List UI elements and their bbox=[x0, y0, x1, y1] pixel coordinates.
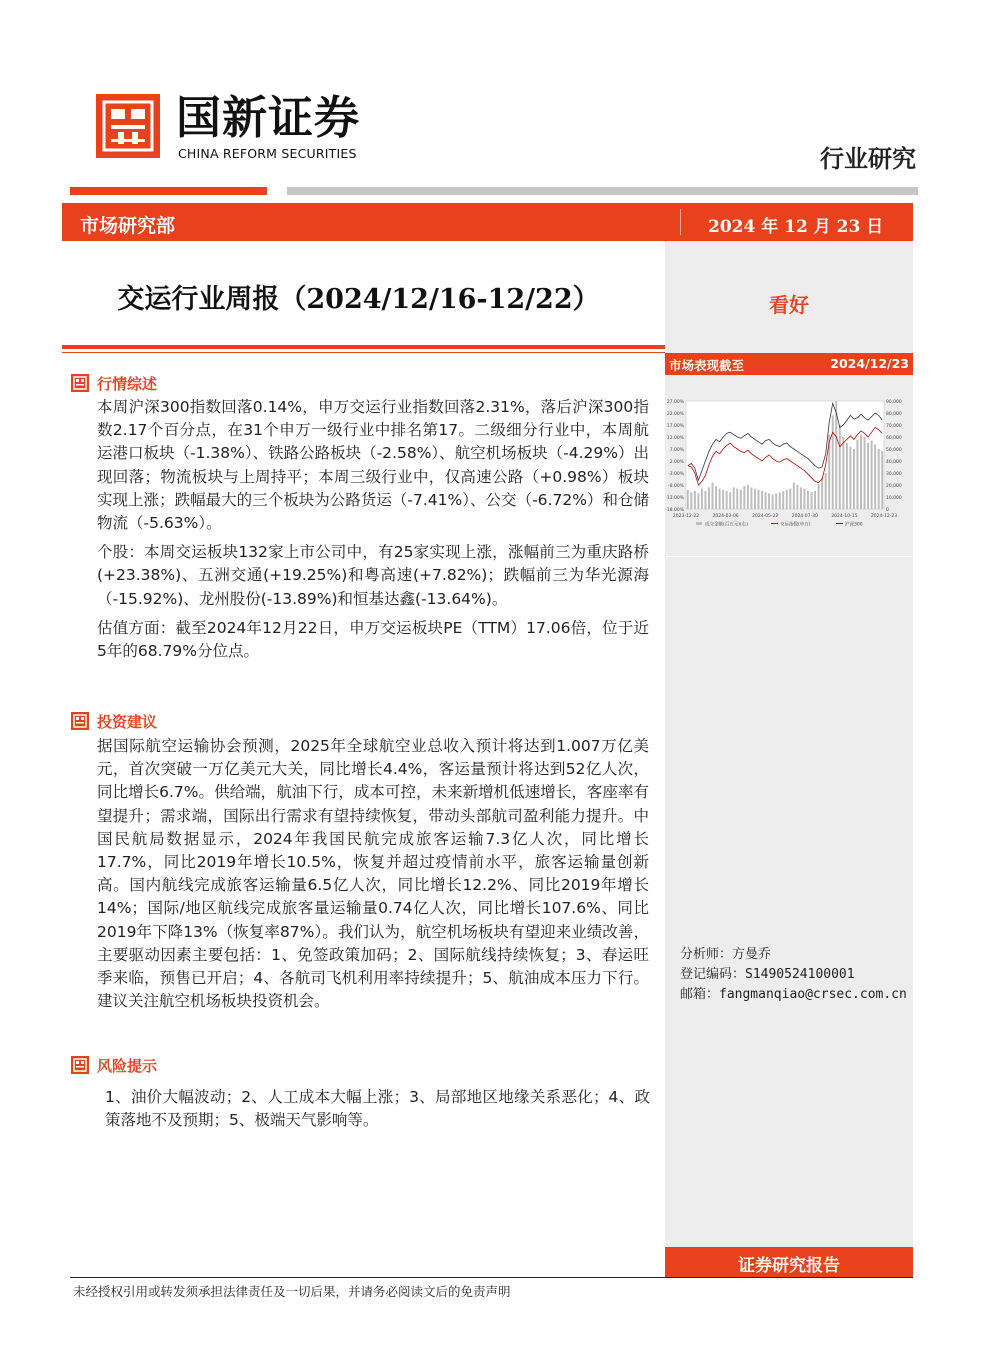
volume-bar bbox=[864, 437, 866, 509]
volume-bar bbox=[867, 443, 869, 509]
section-bullet-icon bbox=[71, 712, 89, 730]
volume-bar bbox=[754, 489, 756, 509]
volume-bar bbox=[811, 492, 813, 509]
analyst-reg-code: 登记编码：S1490524100001 bbox=[680, 967, 855, 982]
risk-text bbox=[105, 1086, 650, 1132]
volume-bar bbox=[708, 487, 710, 509]
volume-bar bbox=[782, 491, 784, 509]
volume-bar bbox=[825, 473, 827, 509]
brand-name-en: CHINA REFORM SECURITIES bbox=[178, 146, 357, 161]
y-right-tick-label: 20,000 bbox=[886, 484, 902, 489]
market-label: 市场表现截至 bbox=[669, 358, 745, 373]
volume-bar bbox=[874, 444, 876, 509]
footer-rule bbox=[70, 1277, 913, 1278]
investment-heading: 投资建议 bbox=[97, 713, 158, 731]
y-right-tick-label: 80,000 bbox=[886, 412, 902, 417]
report-title: 交运行业周报（2024/12/16-12/22） bbox=[117, 284, 600, 315]
investment-text bbox=[97, 735, 649, 1013]
volume-bar bbox=[690, 492, 692, 509]
band-divider bbox=[680, 209, 681, 235]
volume-bar bbox=[772, 495, 774, 509]
volume-bar bbox=[743, 486, 745, 509]
volume-bar bbox=[694, 491, 696, 509]
investment-p1: 据国际航空运输协会预测，2025年全球航空业总收入预计将达到1.007万亿美元，首次突破一万亿美元大关，同比增长4.4%，客运量预计将达到52亿人次，同比增长6.7%。供给端，航油下行，成本可控，未来新增机低速增长，客座率有望提升；需求端，国际出行需求有望持续恢复，带动头部航司盈利能力提升。中国民航局数据显示，2024年我国民航完成旅客运输7.3亿人次，同比增长17.7%，同比2019年增长10.5%，恢复并超过疫情前水平，旅客运输量创新高。国内航线完成旅客运输量6.5亿人次，同比增长12.2%、同比2019年增长14%；国际/地区航线完成旅客量运输量0.74亿人次，同比增长107.6%、同比2019年下降13%（恢复率87%）。我们认为，航空机场板块有望迎来业绩改善，主要驱动因素主要包括：1、免签政策加码；2、国际航线持续恢复；3、春运旺季来临，预售已开启；4、各航司飞机利用率持续提升；5、航油成本压力下行。建议关注航空机场板块投资机会。 bbox=[97, 737, 649, 1011]
brand-name-cn: 国新证券 bbox=[176, 91, 361, 144]
volume-bar bbox=[796, 485, 798, 509]
volume-bar bbox=[800, 487, 802, 509]
y-right-tick-label: 40,000 bbox=[886, 460, 902, 465]
y-left-tick-label: 2.00% bbox=[669, 460, 684, 465]
market-chart-svg bbox=[666, 391, 912, 535]
volume-bar bbox=[758, 490, 760, 509]
y-right-tick-label: 90,000 bbox=[886, 400, 902, 405]
y-right-tick-label: 50,000 bbox=[886, 448, 902, 453]
volume-bar bbox=[853, 449, 855, 509]
y-right-tick-label: 70,000 bbox=[886, 424, 902, 429]
analyst-email: 邮箱：fangmanqiao@crsec.com.cn bbox=[680, 987, 907, 1002]
risk-heading: 风险提示 bbox=[97, 1057, 158, 1075]
y-left-tick-label: 17.00% bbox=[666, 424, 684, 429]
volume-bar bbox=[803, 489, 805, 509]
volume-bar bbox=[729, 492, 731, 509]
legend-swatch bbox=[696, 522, 702, 525]
volume-bar bbox=[786, 490, 788, 509]
volume-bar bbox=[849, 447, 851, 509]
volume-bar bbox=[747, 485, 749, 509]
section-bullet-icon bbox=[71, 374, 89, 392]
market-review-text bbox=[97, 396, 649, 663]
volume-bar bbox=[839, 425, 841, 509]
volume-bar bbox=[878, 449, 880, 509]
volume-bar bbox=[842, 437, 844, 509]
y-left-tick-label: -3.00% bbox=[668, 472, 684, 477]
volume-bar bbox=[857, 439, 859, 509]
y-left-tick-label: -13.00% bbox=[666, 496, 684, 501]
y-left-tick-label: 27.00% bbox=[666, 400, 684, 405]
volume-bar bbox=[719, 489, 721, 509]
volume-bar bbox=[821, 478, 823, 509]
legend-label: 成交金额(百万元)(右) bbox=[705, 522, 749, 528]
volume-bar bbox=[722, 490, 724, 509]
logo-mark-icon bbox=[96, 94, 160, 158]
volume-bar bbox=[733, 487, 735, 509]
header-accent-bar bbox=[70, 187, 267, 195]
y-left-tick-label: 12.00% bbox=[666, 436, 684, 441]
volume-bar bbox=[750, 487, 752, 509]
y-right-tick-label: 60,000 bbox=[886, 436, 902, 441]
x-tick-label: 2023-12-22 bbox=[672, 514, 700, 519]
y-right-tick-label: 0 bbox=[886, 508, 889, 513]
market-review-heading: 行情综述 bbox=[97, 375, 158, 393]
volume-bar bbox=[871, 441, 873, 509]
sidebar-divider bbox=[666, 556, 912, 557]
department-label: 市场研究部 bbox=[80, 215, 176, 237]
volume-bar bbox=[814, 491, 816, 509]
volume-bar bbox=[789, 489, 791, 509]
volume-bar bbox=[765, 492, 767, 509]
y-left-tick-label: -8.00% bbox=[668, 484, 684, 489]
volume-bar bbox=[818, 484, 820, 509]
report-date: 2024 年 12 月 23 日 bbox=[708, 217, 884, 237]
title-rule-thin bbox=[62, 352, 665, 353]
volume-bar bbox=[715, 486, 717, 509]
volume-bar bbox=[768, 493, 770, 509]
volume-bar bbox=[832, 415, 834, 509]
market-review-p1: 本周沪深300指数回落0.14%，申万交运行业指数回落2.31%，落后沪深300指数2.17个百分点，在31个申万一级行业中排名第17。二级细分行业中，本周航运港口板块（-1.38%）、铁路公路板块（-2.58%）、航空机场板块（-4.29%）出现回落；物流板块与上周持平；本周三级行业中，仅高速公路（+0.98%）板块实现上涨；跌幅最大的三个板块为公路货运（-7.41%）、公交（-6.72%）和仓储物流（-5.63%）。 bbox=[97, 398, 650, 533]
volume-bar bbox=[704, 491, 706, 509]
market-review-p2: 个股：本周交运板块132家上市公司中，有25家实现上涨，涨幅前三为重庆路桥(+23.38%)、五洲交通(+19.25%)和粤高速(+7.82%)；跌幅前三为华光源海（-15.92%)、龙州股份(-13.89%)和恒基达鑫(-13.64%)。 bbox=[97, 543, 649, 608]
analyst-name: 分析师：方曼乔 bbox=[680, 947, 772, 962]
header-gray-bar bbox=[287, 187, 918, 195]
volume-bar bbox=[740, 490, 742, 509]
rating-label: 看好 bbox=[769, 293, 809, 317]
risk-p1: 1、油价大幅波动；2、人工成本大幅上涨；3、局部地区地缘关系恶化；4、政策落地不及预期；5、极端天气影响等。 bbox=[105, 1088, 650, 1130]
doc-type-label: 行业研究 bbox=[820, 144, 916, 173]
y-left-tick-label: 7.00% bbox=[669, 448, 684, 453]
y-right-tick-label: 30,000 bbox=[886, 472, 902, 477]
volume-bar bbox=[779, 492, 781, 509]
x-tick-label: 2024-10-15 bbox=[831, 514, 858, 519]
title-rule-thick bbox=[62, 345, 665, 349]
market-chart bbox=[666, 391, 912, 535]
volume-bar bbox=[846, 443, 848, 509]
legend-label: 交运指数(申万) bbox=[780, 522, 811, 528]
volume-bar bbox=[761, 491, 763, 509]
volume-bar bbox=[860, 435, 862, 509]
y-left-tick-label: 22.00% bbox=[666, 412, 684, 417]
market-review-p3: 估值方面：截至2024年12月22日，申万交运板块PE（TTM）17.06倍，位于近5年的68.79%分位点。 bbox=[97, 618, 649, 661]
volume-bar bbox=[807, 491, 809, 509]
legend-label: 沪深300 bbox=[845, 522, 863, 528]
x-tick-label: 2024-12-23 bbox=[870, 514, 898, 519]
volume-bar bbox=[697, 493, 699, 509]
disclaimer-text: 未经授权引用或转发须承担法律责任及一切后果，并请务必阅读文后的免责声明 bbox=[73, 1284, 511, 1299]
x-tick-label: 2024-07-30 bbox=[791, 514, 818, 519]
y-left-tick-label: -18.00% bbox=[666, 508, 684, 513]
report-label: 证券研究报告 bbox=[738, 1256, 840, 1276]
market-date: 2024/12/23 bbox=[830, 356, 909, 371]
volume-bar bbox=[775, 493, 777, 509]
volume-bar bbox=[726, 491, 728, 509]
volume-bar bbox=[736, 489, 738, 509]
volume-bar bbox=[701, 489, 703, 509]
section-bullet-icon bbox=[71, 1056, 89, 1074]
volume-bar bbox=[881, 451, 883, 509]
volume-bar bbox=[793, 483, 795, 509]
volume-bar bbox=[712, 483, 714, 509]
volume-bar bbox=[687, 490, 689, 509]
x-tick-label: 2024-03-06 bbox=[712, 514, 739, 519]
y-right-tick-label: 10,000 bbox=[886, 496, 902, 501]
x-tick-label: 2024-05-22 bbox=[752, 514, 779, 519]
